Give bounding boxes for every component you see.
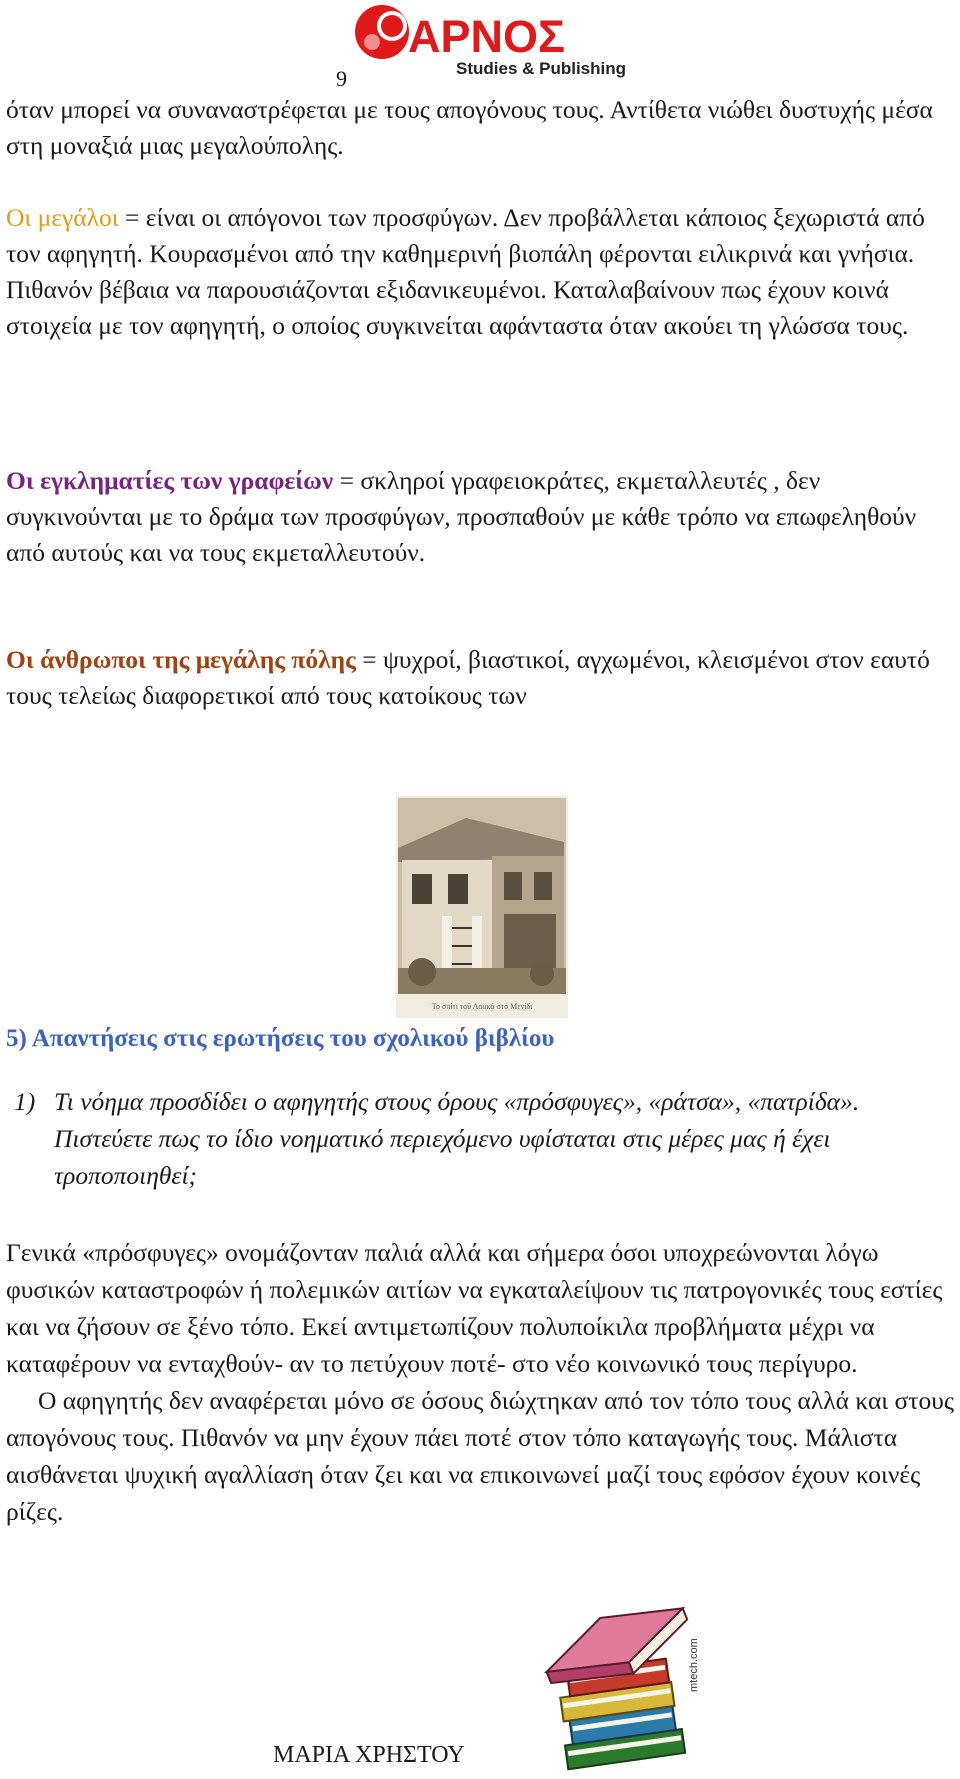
answer-paragraph-1: Γενικά «πρόσφυγες» ονομάζονταν παλιά αλλά και σήμερα όσοι υποχρεώνονται λόγω φυσικών καταστροφών ή πολεμικών αιτίων να εγκαταλείψουν τις πατρογονικές τους εστίες και να ζήσουν σε ξένο τόπο. Εκεί αντιμετωπίζουν πολυποίκιλα προβλήματα μέχρι να καταφέρουν να ενταχθούν- αν το πετύχουν ποτέ- στο νέο κοινωνικό τους περίγυρο. <box>6 1238 943 1378</box>
house-photo <box>396 796 568 1018</box>
criminals-text: = σκληροί γραφειοκράτες, εκμεταλλευτές , δεν συγκινούνται με το δράμα των προσφύγων, προσπαθούν με κάθε τρόπο να επωφεληθούν από αυτούς και να τους εκμεταλλευτούν. <box>6 466 917 567</box>
logo-brand: ΑΡΝΟΣ <box>408 11 566 62</box>
author-name: ΜΑΡΙΑ ΧΡΗΣΤΟΥ <box>273 1742 465 1768</box>
page-number: 9 <box>336 66 347 91</box>
section-heading: 5) Απαντήσεις στις ερωτήσεις του σχολικού βιβλίου <box>6 1025 555 1052</box>
photo-caption: Το σπίτι τοῦ Λουκᾶ στο Μενίδι <box>431 1002 533 1011</box>
books-watermark: mtech.com <box>688 1638 700 1692</box>
arnos-logo <box>348 2 628 82</box>
elders-text: = είναι οι απόγονοι των προσφύγων. Δεν προβάλλεται κάποιος ξεχωριστά από τον αφηγητή. Κουρασμένοι από την καθημερινή βιοπάλη φέρονται ειλικρινά και γνήσια. Πιθανόν βέβαια να παρουσιάζονται εξιδανικευμένοι. Καταλαβαίνουν πως έχουν κοινά στοιχεία με τον αφηγητή, ο οποίος συγκινείται αφάνταστα όταν ακούει τη γλώσσα τους. <box>6 203 925 340</box>
city-lead: Οι άνθρωποι της μεγάλης πόλης <box>6 645 356 674</box>
intro-paragraph <box>6 92 956 164</box>
elders-lead: Οι μεγάλοι <box>6 203 119 232</box>
paragraph-criminals <box>6 463 956 571</box>
answer-block <box>6 1234 958 1530</box>
question-1 <box>14 1083 954 1194</box>
logo-tagline: Studies & Publishing <box>456 59 627 78</box>
answer-paragraph-2: Ο αφηγητής δεν αναφέρεται μόνο σε όσους διώχτηκαν από τον τόπο τους αλλά και στους απογόνους τους. Πιθανόν να μην έχουν πάει ποτέ στον τόπο καταγωγής τους. Μάλιστα αισθάνεται ψυχική αγαλλίαση όταν ζει και να επικοινωνεί μαζί τους εφόσον έχουν κοινές ρίζες. <box>6 1386 955 1526</box>
paragraph-elders <box>6 200 956 344</box>
paragraph-city-people <box>6 642 956 714</box>
intro-text: όταν μπορεί να συναναστρέφεται με τους απογόνους τους. Αντίθετα νιώθει δυστυχής μέσα στη μοναξιά μιας μεγαλούπολης. <box>6 95 933 160</box>
question-number: 1) <box>14 1087 36 1116</box>
book-stack-icon <box>520 1602 710 1777</box>
question-text: Τι νόημα προσδίδει ο αφηγητής στους όρους «πρόσφυγες», «ράτσα», «πατρίδα». Πιστεύετε πως το ίδιο νοηματικό περιεχόμενο υφίσταται στις μέρες μας ή έχει τροποποιηθεί; <box>54 1087 860 1190</box>
criminals-lead: Οι εγκληματίες των γραφείων <box>6 466 334 495</box>
city-text: = ψυχροί, βιαστικοί, αγχωμένοι, κλεισμένοι στον εαυτό τους τελείως διαφορετικοί από τους κατοίκους των <box>6 645 930 710</box>
